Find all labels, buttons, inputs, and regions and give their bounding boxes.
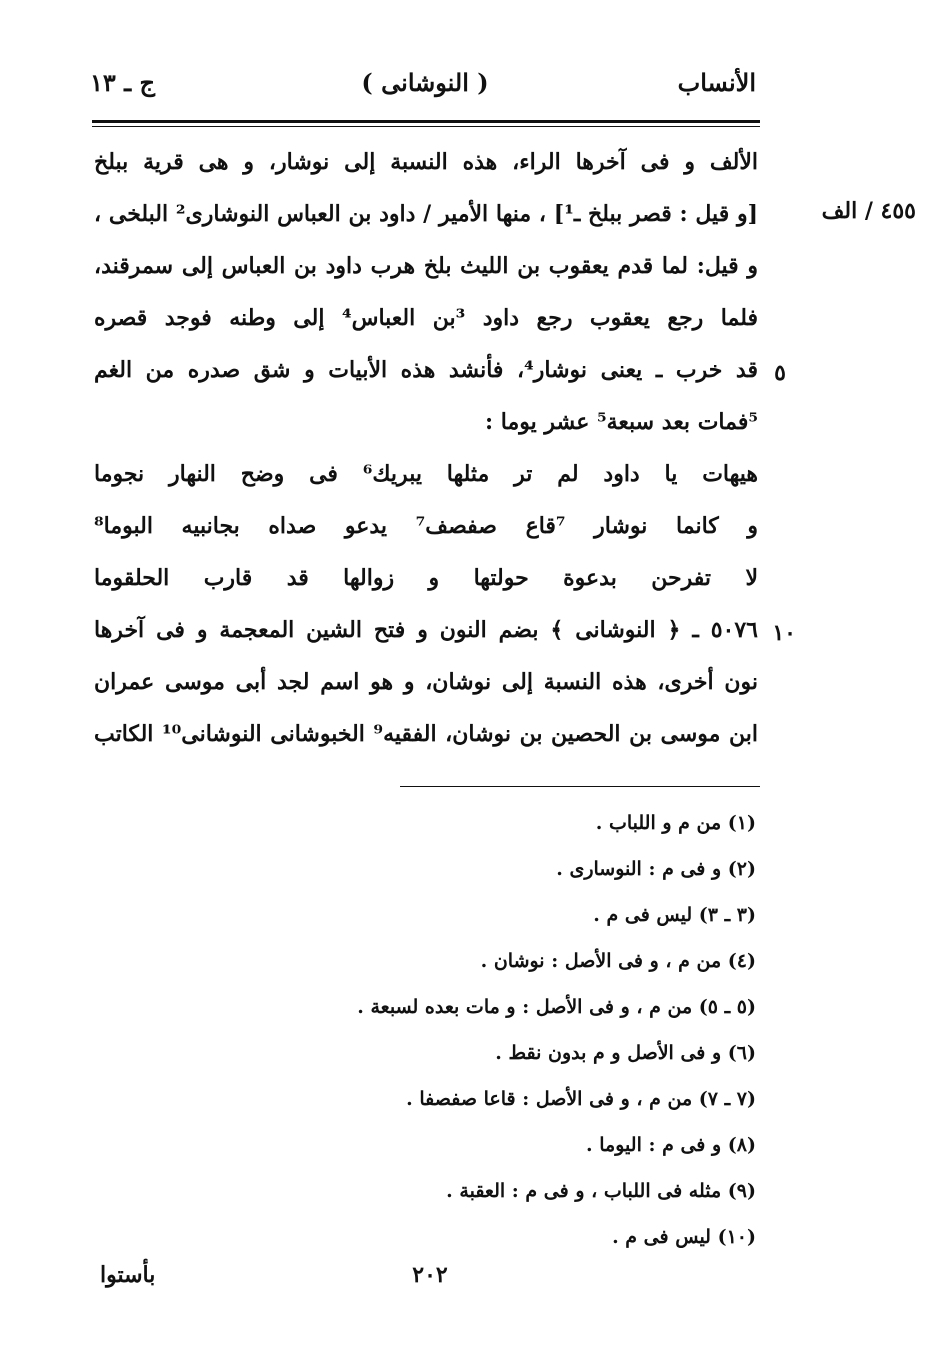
- footnote: (٢) و فى م : النوسارى .: [556, 858, 756, 880]
- footnote: (٧ ـ ٧) من م ، و فى الأصل : قاعا صفصفا .: [406, 1088, 756, 1110]
- entry-heading-line: ٥٠٧٦ ـ ﴿ النوشانى ﴾ بضم النون و فتح الشين المعجمة و فى آخرها: [94, 617, 758, 643]
- text-line: نون أخرى، هذه النسبة إلى نوشان، و هو اسم لجد أبى موسى عمران: [94, 669, 758, 695]
- running-header: [90, 68, 760, 108]
- text-line: الألف و فى آخرها الراء، هذه النسبة إلى نوشار، و هى قرية ببلخ: [94, 149, 758, 175]
- margin-line-number-10: ١٠: [772, 620, 796, 646]
- text-line: [و قيل : قصر ببلخ ـ¹] ، منها الأمير / داود بن العباس النوشارى² البلخى ،: [94, 201, 758, 227]
- main-text: [94, 136, 758, 760]
- footnote: (١) من م و اللباب .: [595, 812, 756, 834]
- footnote-rule: [400, 786, 760, 787]
- footnote: (٣ ـ ٣) ليس فى م .: [593, 904, 756, 926]
- margin-line-number-5: ٥: [774, 360, 786, 386]
- footnotes: [236, 800, 756, 1260]
- footnote: (٤) من م ، و فى الأصل : نوشان .: [480, 950, 756, 972]
- header-rule-thick: [92, 120, 760, 123]
- header-volume: ج ـ ١٣: [90, 68, 156, 97]
- verse-line: هيهات يا داود لم تر مثلها يبريك⁶ فى وضح النهار نجوما: [94, 461, 758, 487]
- margin-folio-note: ٤٥٥ / الف: [821, 198, 916, 224]
- header-rule-thin: [92, 126, 760, 127]
- page-number: ٢٠٢: [412, 1262, 448, 1288]
- text-line: و قيل: لما قدم يعقوب بن الليث بلخ هرب داود بن العباس إلى سمرقند،: [94, 253, 758, 279]
- footnote: (٥ ـ ٥) من م ، و فى الأصل : و مات بعده لسبعة .: [357, 996, 756, 1018]
- text-line: فلما رجع يعقوب رجع داود ³بن العباس⁴ إلى وطنه فوجد قصره: [94, 305, 758, 331]
- footnote: (١٠) ليس فى م .: [612, 1226, 756, 1248]
- footnote: (٩) مثله فى اللباب ، و فى م : العقبة .: [446, 1180, 756, 1202]
- footnote: (٨) و فى م : اليوما .: [586, 1134, 756, 1156]
- printer-signature: بأستوا: [100, 1262, 156, 1288]
- header-entry-name: ( النوشانى ): [361, 68, 489, 97]
- verse-line: و كانما نوشار ⁷قاع صفصف⁷ يدعو صداه بجانبيه البوما⁸: [94, 513, 758, 539]
- text-line: قد خرب ـ يعنى نوشار⁴، فأنشد هذه الأبيات و شق صدره من الغم: [94, 357, 758, 383]
- text-line: ⁵فمات بعد سبعة⁵ عشر يوما :: [485, 409, 758, 435]
- text-line: ابن موسى بن الحصين بن نوشان، الفقيه⁹ الخبوشانى النوشانى¹⁰ الكاتب: [94, 721, 758, 747]
- verse-line: لا تفرحن بدعوة حولتها و زوالها قد قارب الحلقوما: [94, 565, 758, 591]
- footnote: (٦) و فى الأصل و م بدون نقط .: [495, 1042, 756, 1064]
- header-title: الأنساب: [677, 68, 756, 97]
